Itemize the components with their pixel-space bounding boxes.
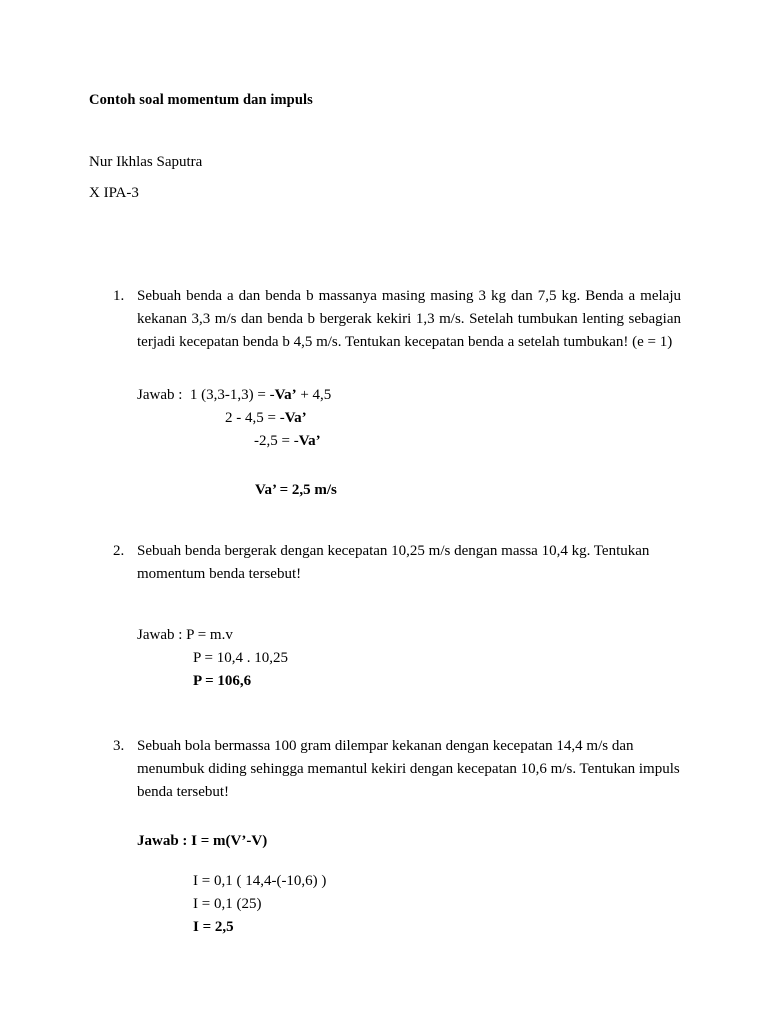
answer-1-spacer [137, 453, 681, 479]
answer-2-line-2: P = 10,4 . 10,25 [193, 649, 288, 666]
author-class: X IPA-3 [89, 185, 139, 202]
question-number-2: 2. [113, 542, 125, 559]
answer-1-line-1 [137, 384, 681, 407]
answer-1-line-1-variable: Va’ [274, 387, 297, 404]
question-item-3 [89, 735, 681, 805]
answer-1-line-2-variable: Va’ [284, 410, 307, 427]
answer-3-line-3: I = 0,1 (25) [193, 895, 262, 912]
question-number-3: 3. [113, 737, 125, 754]
answer-block-1 [89, 384, 681, 501]
answer-1-line-2 [137, 407, 681, 430]
question-number-1: 1. [113, 287, 125, 304]
question-item-1 [89, 285, 681, 355]
answer-1-result: Va’ = 2,5 m/s [255, 481, 337, 498]
answer-2-result: P = 106,6 [193, 672, 252, 689]
answer-2-line-1: Jawab : P = m.v [137, 627, 233, 644]
answer-3-spacer [137, 853, 681, 870]
answer-1-line-3-variable: Va’ [298, 433, 321, 450]
answer-block-3 [89, 830, 681, 938]
question-text-1: Sebuah benda a dan benda b massanya masing masing 3 kg dan 7,5 kg. Benda a melaju kekanan 3,3 m/s dan benda b bergerak kekiri 1,3 m/s. Setelah tumbukan lenting sebagian terjadi kecepatan benda b 4,5 m/s. Tentukan kecepatan benda a setelah tumbukan! (e = 1) [137, 287, 681, 351]
answer-3-result: I = 2,5 [193, 918, 234, 935]
answer-1-line-1-rest: 1 (3,3-1,3) = - [182, 387, 275, 404]
answer-1-line-3-plain: -2,5 = - [254, 433, 299, 450]
answer-1-label: Jawab : [137, 387, 183, 404]
author-block [89, 154, 681, 202]
answer-1-line-3 [137, 430, 681, 453]
answer-3-line-1: Jawab : I = m(V’-V) [137, 833, 268, 850]
question-text-3: Sebuah bola bermassa 100 gram dilempar kekanan dengan kecepatan 14,4 m/s dan menumbuk diding sehingga memantul kekiri dengan kecepatan 10,6 m/s. Tentukan impuls benda tersebut! [137, 737, 680, 800]
answer-1-line-2-plain: 2 - 4,5 = - [225, 410, 285, 427]
question-item-2 [89, 540, 681, 587]
page-title: Contoh soal momentum dan impuls [89, 92, 313, 108]
answer-3-line-2: I = 0,1 ( 14,4-(-10,6) ) [193, 873, 327, 890]
answer-block-2 [89, 624, 681, 692]
question-text-2: Sebuah benda bergerak dengan kecepatan 10,25 m/s dengan massa 10,4 kg. Tentukan momentum benda tersebut! [137, 542, 650, 582]
author-name: Nur Ikhlas Saputra [89, 153, 203, 170]
answer-1-line-1-tail: + 4,5 [296, 387, 332, 404]
document-content [89, 0, 681, 938]
